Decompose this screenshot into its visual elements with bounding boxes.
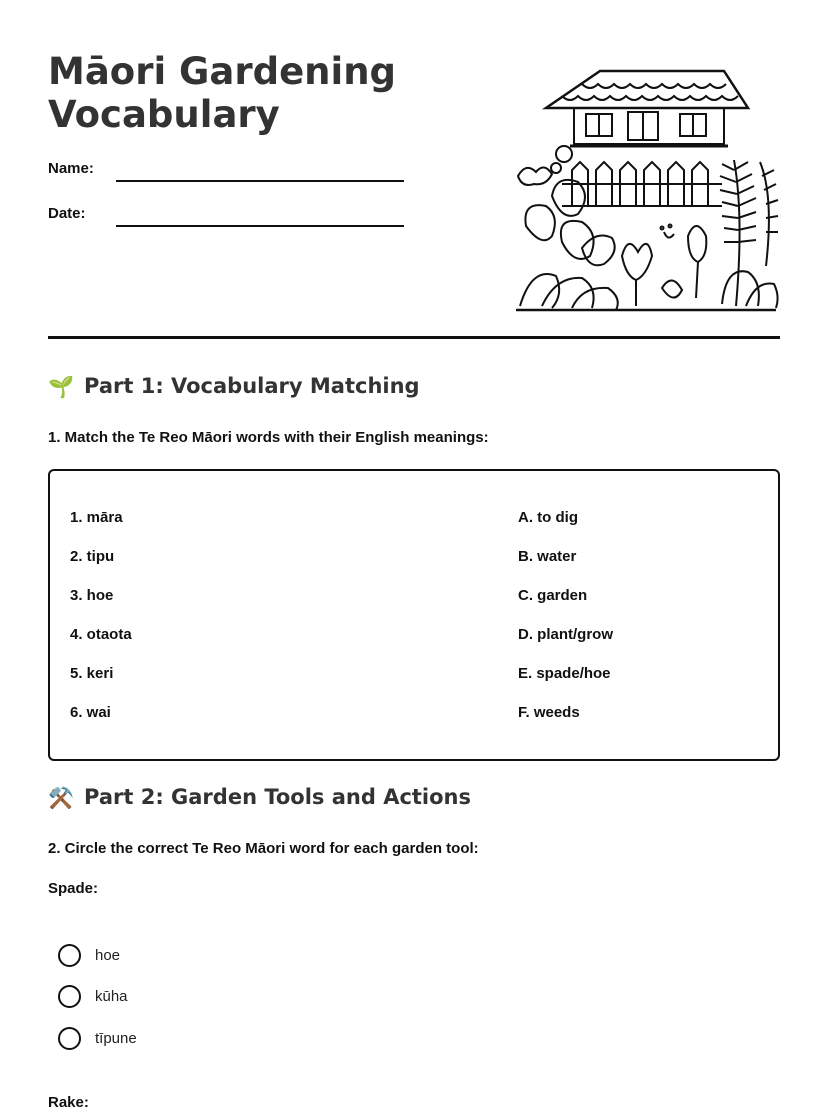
match-word-item[interactable]: 4. otaota: [70, 626, 132, 643]
match-meaning-item[interactable]: A. to dig: [518, 509, 578, 526]
match-word-item[interactable]: 6. wai: [70, 704, 111, 721]
question-2: 2. Circle the correct Te Reo Māori word for each garden tool:: [48, 840, 479, 857]
option-label: hoe: [95, 946, 121, 964]
title-line-1: Māori Gardening: [48, 50, 397, 93]
page-title: [48, 50, 468, 136]
match-word-item[interactable]: 1. māra: [70, 509, 123, 526]
rake-label: Rake:: [48, 1094, 89, 1111]
seedling-icon: 🌱: [48, 374, 75, 399]
garden-house-illustration: [512, 66, 780, 316]
radio-circle[interactable]: [58, 1027, 81, 1050]
title-line-2: Vocabulary: [48, 93, 280, 136]
matching-box: [48, 469, 780, 761]
header-divider: [48, 336, 780, 339]
match-meaning-item[interactable]: C. garden: [518, 587, 588, 604]
match-word-item[interactable]: 3. hoe: [70, 587, 114, 604]
match-meaning-item[interactable]: D. plant/grow: [518, 626, 613, 643]
match-meaning-item[interactable]: B. water: [518, 548, 577, 565]
option-label: kūha: [95, 987, 128, 1005]
spade-label: Spade:: [48, 880, 99, 897]
question-1: 1. Match the Te Reo Māori words with their English meanings:: [48, 429, 489, 446]
match-word-item[interactable]: 5. keri: [70, 665, 114, 682]
match-meaning-item[interactable]: E. spade/hoe: [518, 665, 611, 682]
spade-option[interactable]: [58, 943, 120, 967]
name-label: Name:: [48, 160, 94, 177]
part1-heading-text: Part 1: Vocabulary Matching: [84, 374, 420, 398]
part2-heading-text: Part 2: Garden Tools and Actions: [84, 785, 472, 809]
date-label: Date:: [48, 205, 86, 222]
match-meaning-item[interactable]: F. weeds: [518, 704, 580, 721]
part2-heading: [48, 785, 471, 811]
spade-option[interactable]: [58, 984, 128, 1008]
radio-circle[interactable]: [58, 985, 81, 1008]
part1-heading: [48, 374, 420, 400]
match-word-item[interactable]: 2. tipu: [70, 548, 115, 565]
hammer-and-pick-icon: ⚒️: [48, 785, 75, 810]
radio-circle[interactable]: [58, 944, 81, 967]
option-label: tīpune: [95, 1029, 137, 1047]
date-field[interactable]: [116, 225, 404, 227]
spade-option[interactable]: [58, 1026, 137, 1050]
name-field[interactable]: [116, 180, 404, 182]
